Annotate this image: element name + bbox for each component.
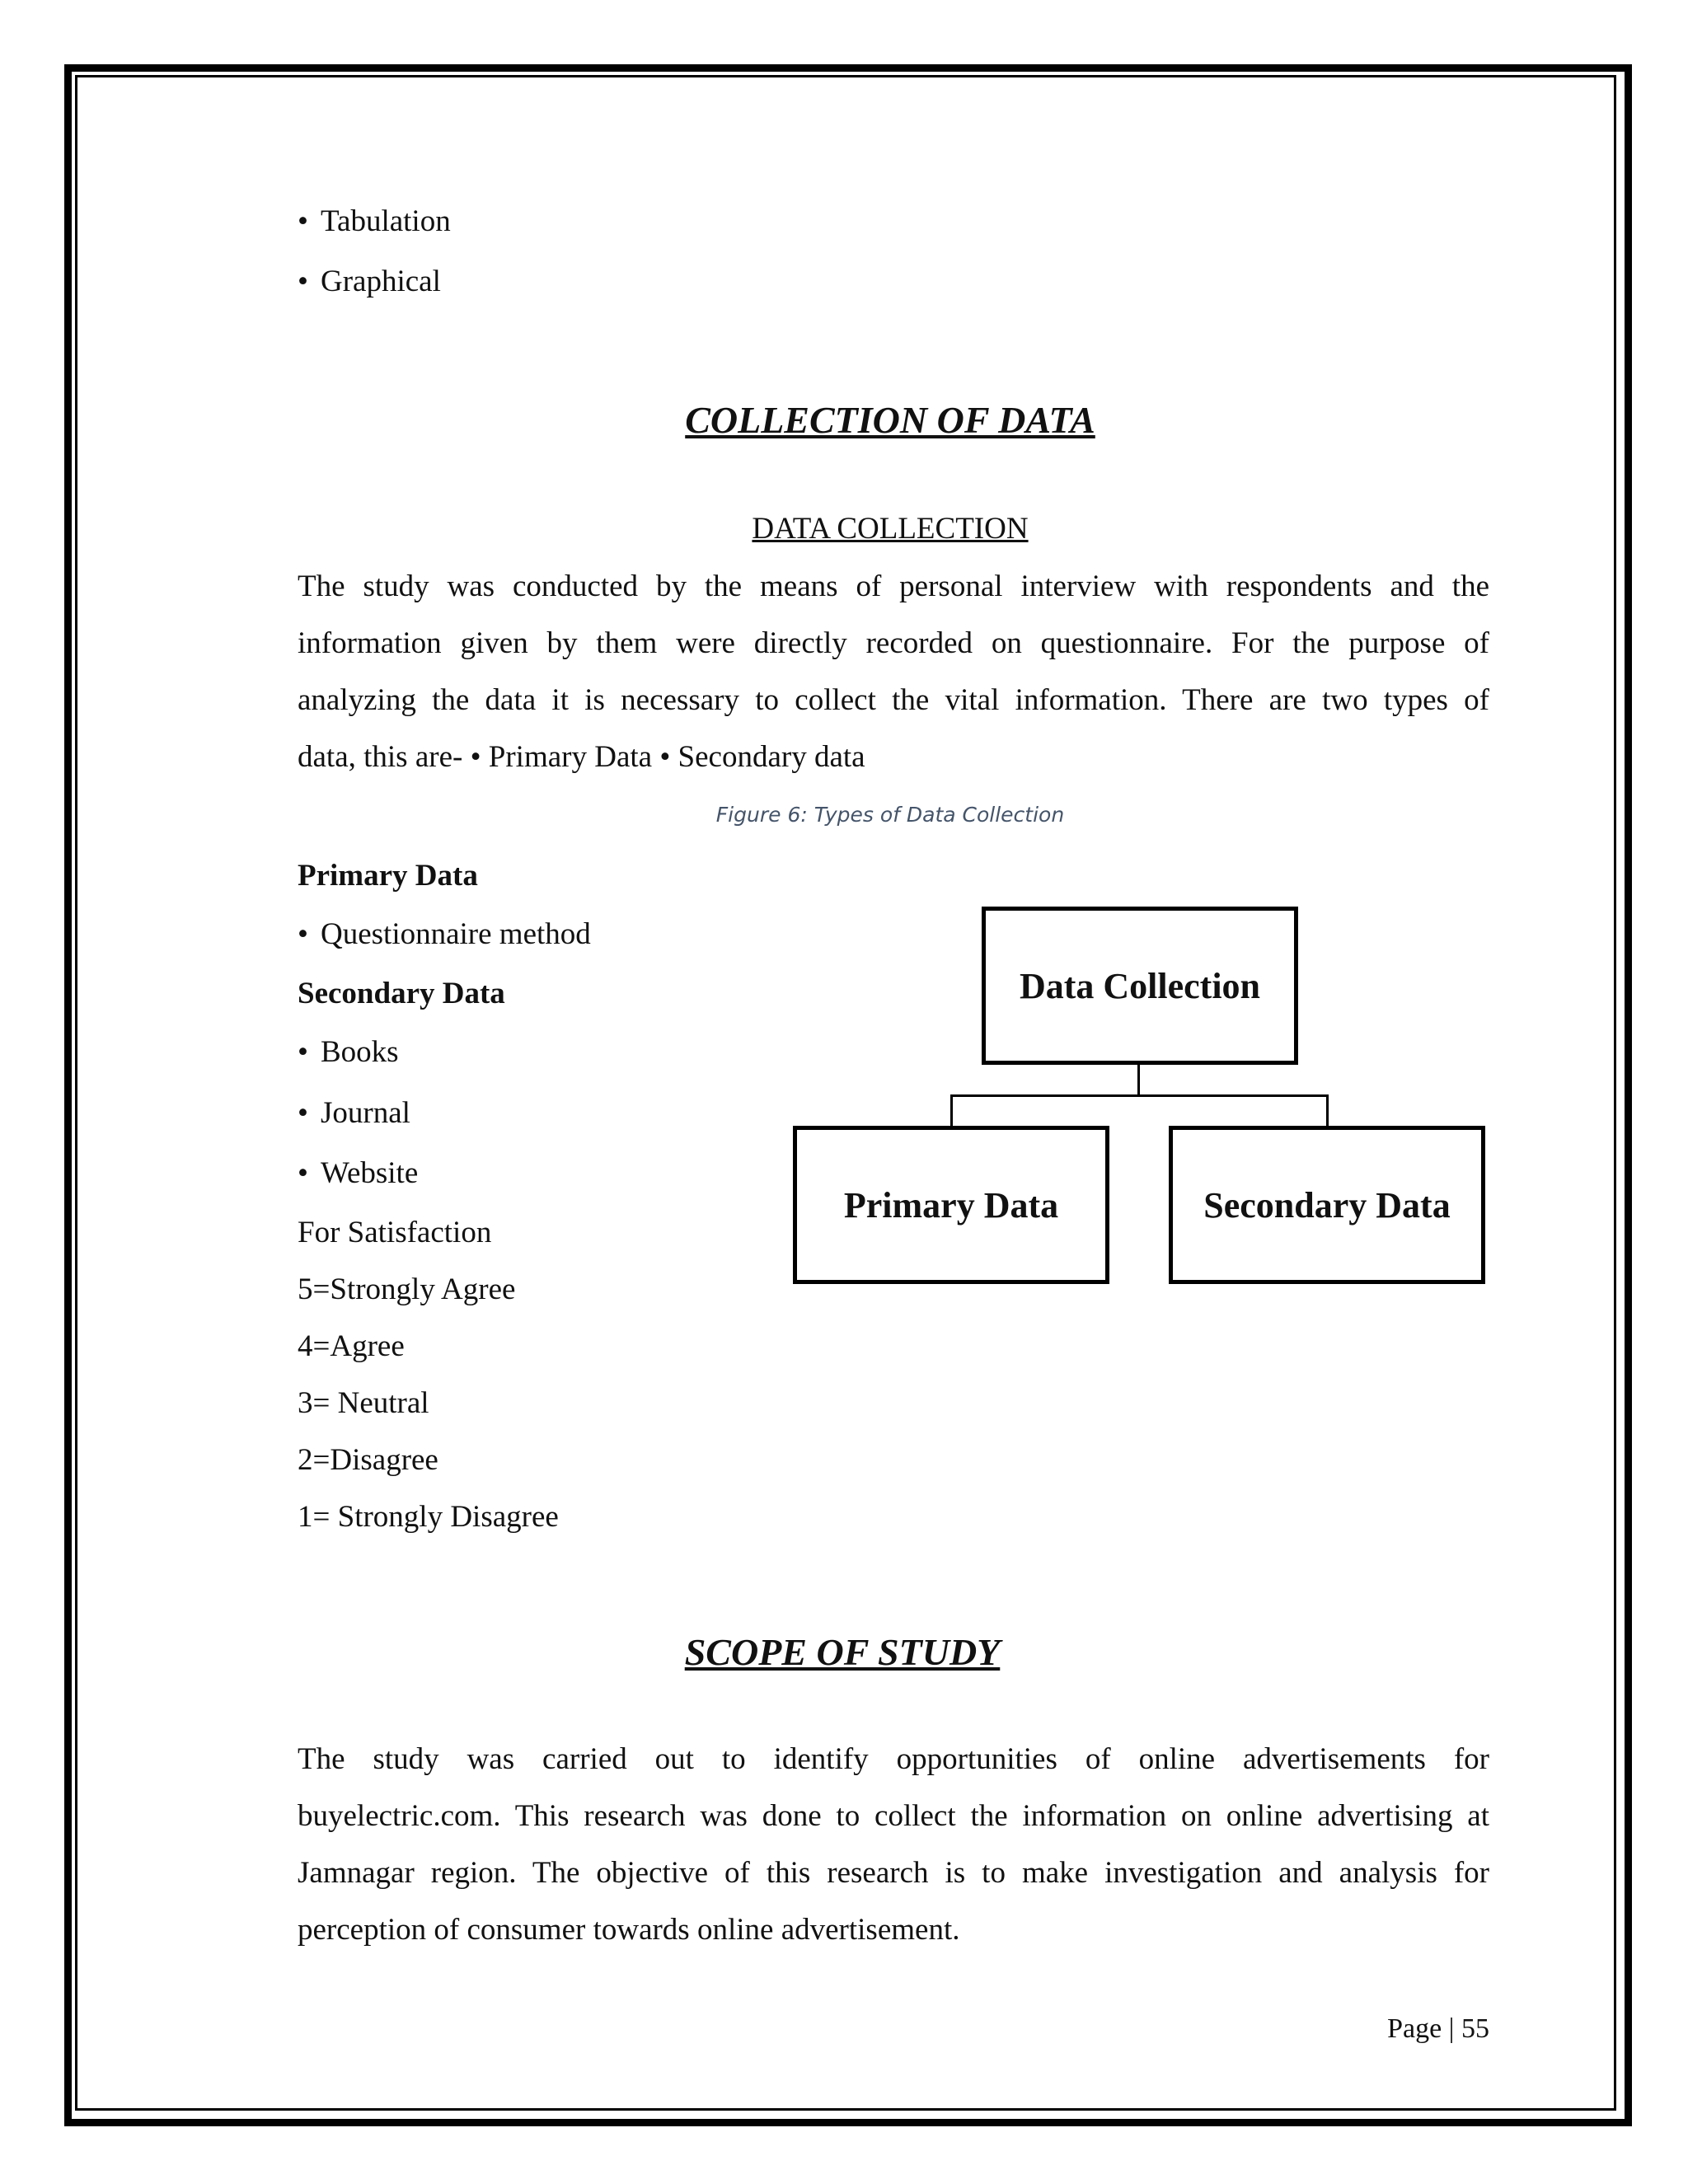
scale-item: 5=Strongly Agree [298,1272,516,1306]
paragraph-scope-of-study [298,1731,1489,1958]
figure-caption: Figure 6: Types of Data Collection [715,803,1065,827]
paragraph-line: perception of consumer towards online advertisement. [298,1913,960,1947]
primary-data-heading: Primary Data [298,859,478,893]
diagram-secondary-box [1169,1126,1485,1284]
satisfaction-heading: For Satisfaction [298,1216,492,1249]
scale-item: 2=Disagree [298,1443,438,1477]
secondary-data-heading: Secondary Data [298,977,505,1010]
paragraph-line: information given by them were directly recorded on questionnaire. For the purpose of [298,626,1489,660]
connector-left-down [950,1094,953,1127]
paragraph-line: data, this are- • Primary Data • Secondary data [298,740,865,774]
paragraph-line: Jamnagar region. The objective of this research is to make investigation and analysis for [298,1856,1489,1890]
section-title-scope-of-study: SCOPE OF STUDY [684,1631,1001,1673]
section-title-collection-of-data: COLLECTION OF DATA [685,399,1095,441]
connector-root-down [1137,1065,1140,1096]
paragraph-line: The study was carried out to identify opportunities of online advertisements for [298,1742,1489,1776]
diagram-primary-label: Primary Data [843,1184,1059,1226]
diagram-root-box [982,907,1298,1065]
diagram-root-label: Data Collection [1019,965,1261,1006]
paragraph-line: The study was conducted by the means of personal interview with respondents and the [298,569,1489,603]
subtitle-data-collection: DATA COLLECTION [752,512,1029,546]
paragraph-line: buyelectric.com. This research was done to collect the information on online advertising at [298,1799,1489,1833]
page-number: Page | 55 [1387,2013,1489,2044]
scale-item: 1= Strongly Disagree [298,1500,559,1534]
list-item-journal: • Journal [298,1098,410,1128]
connector-horizontal [950,1094,1329,1097]
paragraph-line: analyzing the data it is necessary to collect the vital information. There are two types of [298,683,1489,717]
diagram-primary-box [793,1126,1109,1284]
bullet-tabulation: • Tabulation [298,206,451,237]
list-item-questionnaire: • Questionnaire method [298,919,591,949]
connector-right-down [1326,1094,1329,1127]
list-item-website: • Website [298,1158,418,1188]
paragraph-data-collection [298,558,1489,785]
diagram-secondary-label: Secondary Data [1203,1184,1451,1226]
list-item-books: • Books [298,1037,399,1067]
scale-item: 4=Agree [298,1329,405,1363]
bullet-graphical: • Graphical [298,266,441,297]
scale-item: 3= Neutral [298,1386,429,1420]
